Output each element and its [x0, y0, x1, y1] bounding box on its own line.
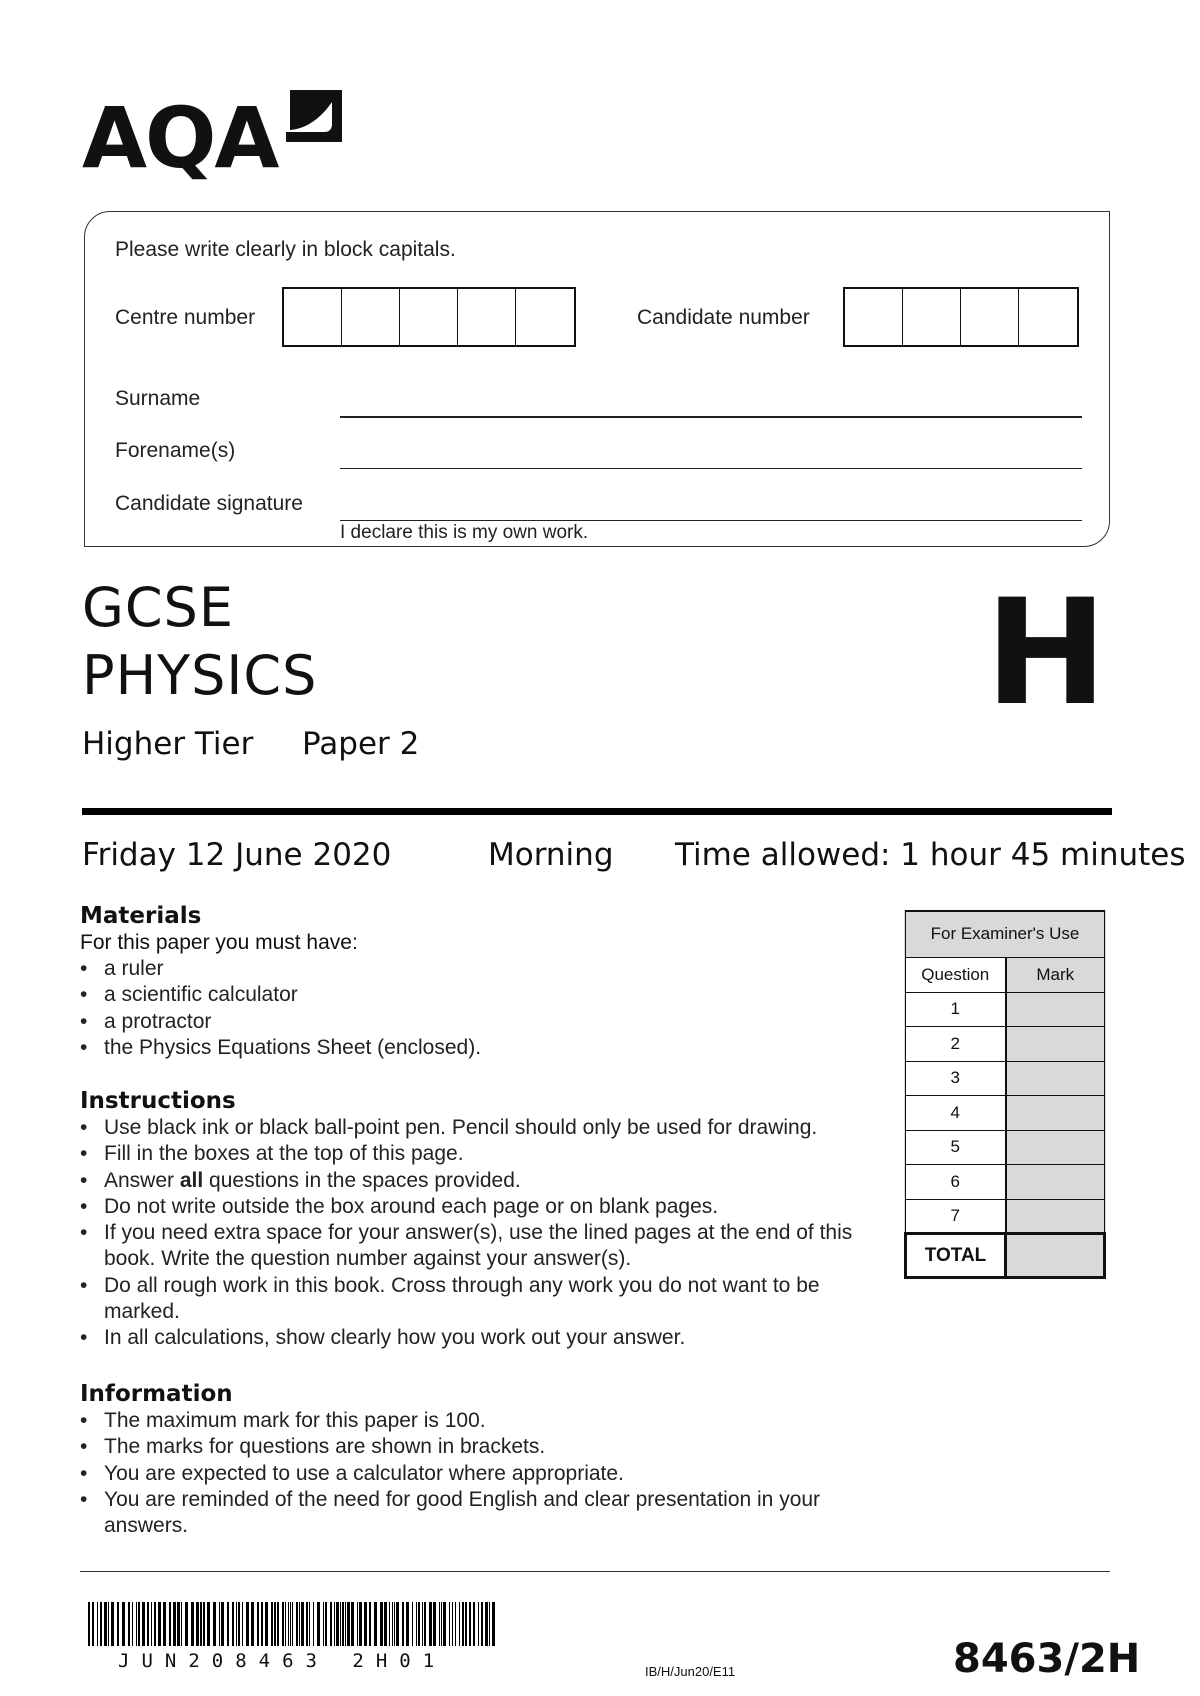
- barcode-bar: [330, 1602, 332, 1646]
- barcode-bar: [147, 1602, 149, 1646]
- barcode-bar: [257, 1602, 259, 1646]
- mark-column-header: Mark: [1006, 957, 1105, 992]
- list-item: [80, 1168, 880, 1194]
- list-item: • The marks for questions are shown in brackets.: [80, 1434, 880, 1460]
- barcode-bar: [296, 1602, 298, 1646]
- barcode-bar: [396, 1602, 399, 1646]
- barcode-bar: [207, 1602, 210, 1646]
- barcode-bar: [301, 1602, 304, 1646]
- table-row: [906, 1096, 1105, 1131]
- centre-number-digit-box[interactable]: [516, 289, 574, 345]
- centre-number-digit-box[interactable]: [342, 289, 400, 345]
- barcode-bar: [306, 1602, 308, 1646]
- mark-cell[interactable]: [1006, 1027, 1105, 1062]
- barcode-bar: [88, 1602, 90, 1646]
- examiner-use-title: For Examiner's Use: [906, 911, 1105, 957]
- mark-cell[interactable]: [1006, 1165, 1105, 1200]
- barcode-bar: [261, 1602, 263, 1646]
- barcode-bar: [384, 1602, 387, 1646]
- list-item: • a scientific calculator: [80, 982, 880, 1008]
- barcode-bar: [251, 1602, 254, 1646]
- tier-label: Higher Tier: [82, 726, 254, 762]
- barcode-bar: [227, 1602, 229, 1646]
- barcode-bar: [478, 1602, 479, 1646]
- barcode-bar: [473, 1602, 475, 1646]
- qualification-title: GCSE: [82, 576, 234, 639]
- barcode-bar: [236, 1602, 237, 1646]
- list-item: • a ruler: [80, 956, 880, 982]
- barcode-bar: [317, 1602, 320, 1646]
- barcode-bar: [443, 1602, 446, 1646]
- barcode-bar: [191, 1602, 194, 1646]
- list-item: • a protractor: [80, 1009, 880, 1035]
- footer-divider: [80, 1571, 1110, 1572]
- materials-section: [80, 902, 880, 1061]
- candidate-number-digit-box[interactable]: [1019, 289, 1077, 345]
- barcode-bar: [117, 1602, 119, 1646]
- information-heading: Information: [80, 1381, 233, 1407]
- total-mark-cell[interactable]: [1006, 1234, 1105, 1278]
- mark-cell[interactable]: [1006, 1130, 1105, 1165]
- barcode-bar: [154, 1602, 156, 1646]
- barcode-bar: [288, 1602, 289, 1646]
- barcode-bar: [459, 1602, 460, 1646]
- question-number: 2: [906, 1027, 1006, 1062]
- barcode-bar: [489, 1602, 490, 1646]
- time-allowed: Time allowed: 1 hour 45 minutes: [675, 837, 1186, 873]
- barcode-bar: [238, 1602, 240, 1646]
- barcode-bar: [452, 1602, 453, 1646]
- barcode-bar: [104, 1602, 107, 1646]
- signature-field[interactable]: [340, 520, 1082, 521]
- barcode-bar: [177, 1602, 180, 1646]
- barcode-bar: [97, 1602, 98, 1646]
- materials-intro: For this paper you must have:: [80, 931, 358, 954]
- centre-number-digit-box[interactable]: [458, 289, 516, 345]
- materials-heading: Materials: [80, 903, 202, 929]
- divider: [82, 808, 1112, 815]
- barcode-bar: [163, 1602, 166, 1646]
- information-section: [80, 1380, 880, 1539]
- candidate-details-box: [84, 211, 1110, 547]
- barcode-bar: [181, 1602, 182, 1646]
- barcode-bar: [136, 1602, 137, 1646]
- mark-cell[interactable]: [1006, 992, 1105, 1027]
- candidate-number-digit-box[interactable]: [903, 289, 961, 345]
- logo-mark-icon: [284, 88, 342, 148]
- barcode-bar: [271, 1602, 273, 1646]
- barcode: [88, 1602, 500, 1646]
- barcode-bar: [108, 1602, 109, 1646]
- barcode-bar: [380, 1602, 383, 1646]
- surname-label: Surname: [115, 387, 201, 410]
- instructions-section: [80, 1087, 880, 1352]
- table-row: [906, 1130, 1105, 1165]
- barcode-bar: [111, 1602, 114, 1646]
- barcode-bar: [323, 1602, 324, 1646]
- document-reference: IB/H/Jun20/E11: [645, 1664, 736, 1679]
- question-number: 6: [906, 1165, 1006, 1200]
- centre-number-field[interactable]: [282, 287, 576, 347]
- barcode-bar: [351, 1602, 354, 1646]
- barcode-bar: [128, 1602, 130, 1646]
- barcode-bar: [340, 1602, 341, 1646]
- barcode-bar: [412, 1602, 413, 1646]
- barcode-bar: [246, 1602, 249, 1646]
- centre-number-digit-box[interactable]: [400, 289, 458, 345]
- barcode-bar: [359, 1602, 362, 1646]
- barcode-bar: [151, 1602, 152, 1646]
- list-item: • You are expected to use a calculator where appropriate.: [80, 1461, 880, 1487]
- forenames-field[interactable]: [340, 468, 1082, 469]
- barcode-bar: [274, 1602, 276, 1646]
- barcode-bar: [439, 1602, 440, 1646]
- question-number: 1: [906, 992, 1006, 1027]
- barcode-bar: [418, 1602, 420, 1646]
- barcode-bar: [309, 1602, 310, 1646]
- total-label: TOTAL: [906, 1234, 1006, 1278]
- barcode-bar: [345, 1602, 346, 1646]
- barcode-bar: [433, 1602, 436, 1646]
- aqa-logo: [82, 88, 352, 187]
- instructions-heading: Instructions: [80, 1088, 236, 1114]
- barcode-bar: [242, 1602, 243, 1646]
- barcode-bar: [132, 1602, 133, 1646]
- barcode-bar: [364, 1602, 367, 1646]
- barcode-bar: [282, 1602, 284, 1646]
- barcode-bar: [313, 1602, 314, 1646]
- barcode-bar: [465, 1602, 467, 1646]
- centre-number-label: Centre number: [115, 306, 256, 329]
- barcode-bar: [221, 1602, 224, 1646]
- list-item: • Do all rough work in this book. Cross through any work you do not want to be marked.: [80, 1273, 870, 1326]
- barcode-bar: [232, 1602, 234, 1646]
- emphasis-text: all: [179, 1168, 204, 1192]
- table-row: [906, 992, 1105, 1027]
- list-item: • Use black ink or black ball-point pen. Pencil should only be used for drawing.: [80, 1115, 880, 1141]
- table-row: [906, 1027, 1105, 1062]
- candidate-number-label: Candidate number: [637, 306, 810, 329]
- barcode-bar: [347, 1602, 350, 1646]
- barcode-bar: [200, 1602, 202, 1646]
- barcode-bar: [219, 1602, 220, 1646]
- barcode-bar: [422, 1602, 423, 1646]
- barcode-bar: [158, 1602, 161, 1646]
- barcode-bar: [424, 1602, 426, 1646]
- barcode-bar: [265, 1602, 268, 1646]
- barcode-bar: [173, 1602, 176, 1646]
- barcode-bar: [122, 1602, 125, 1646]
- barcode-bar: [462, 1602, 464, 1646]
- barcode-bar: [290, 1602, 291, 1646]
- materials-list: [80, 956, 880, 1061]
- mark-cell[interactable]: [1006, 1096, 1105, 1131]
- question-number: 7: [906, 1199, 1006, 1234]
- barcode-bar: [402, 1602, 404, 1646]
- barcode-bar: [142, 1602, 145, 1646]
- candidate-number-field[interactable]: [843, 287, 1079, 347]
- barcode-bar: [416, 1602, 417, 1646]
- list-item: • Do not write outside the box around each page or on blank pages.: [80, 1194, 880, 1220]
- question-number: 4: [906, 1096, 1006, 1131]
- barcode-bar: [334, 1602, 335, 1646]
- barcode-bar: [285, 1602, 286, 1646]
- question-number: 5: [906, 1130, 1006, 1165]
- barcode-bar: [481, 1602, 483, 1646]
- tier-letter: H: [985, 568, 1108, 738]
- barcode-bar: [449, 1602, 450, 1646]
- candidate-number-digit-box[interactable]: [845, 289, 903, 345]
- barcode-bar: [357, 1602, 358, 1646]
- list-item: • In all calculations, show clearly how you work out your answer.: [80, 1325, 880, 1351]
- barcode-bar: [92, 1602, 94, 1646]
- barcode-bar: [469, 1602, 471, 1646]
- barcode-bar: [455, 1602, 456, 1646]
- barcode-bar: [336, 1602, 339, 1646]
- total-row: [906, 1234, 1105, 1278]
- barcode-bar: [138, 1602, 140, 1646]
- instructions-list: [80, 1115, 880, 1352]
- barcode-bar: [392, 1602, 393, 1646]
- surname-field[interactable]: [340, 416, 1082, 418]
- mark-cell[interactable]: [1006, 1199, 1105, 1234]
- list-item: • You are reminded of the need for good English and clear presentation in your answers.: [80, 1487, 840, 1540]
- barcode-bar: [325, 1602, 327, 1646]
- barcode-bar: [292, 1602, 293, 1646]
- paper-label: Paper 2: [302, 726, 420, 762]
- declaration-text: I declare this is my own work.: [340, 522, 589, 543]
- barcode-bar: [169, 1602, 171, 1646]
- barcode-bar: [389, 1602, 390, 1646]
- barcode-bar: [441, 1602, 442, 1646]
- list-item: • Fill in the boxes at the top of this page.: [80, 1141, 880, 1167]
- barcode-bar: [429, 1602, 432, 1646]
- list-item: • If you need extra space for your answer(s), use the lined pages at the end of this book. Write the question number against your answer(s).: [80, 1220, 870, 1273]
- barcode-bar: [277, 1602, 279, 1646]
- signature-label: Candidate signature: [115, 492, 303, 515]
- centre-number-digit-box[interactable]: [284, 289, 342, 345]
- paper-code: 8463/2H: [953, 1636, 1141, 1682]
- barcode-bar: [213, 1602, 216, 1646]
- mark-cell[interactable]: [1006, 1061, 1105, 1096]
- barcode-bar: [185, 1602, 188, 1646]
- barcode-bar: [406, 1602, 409, 1646]
- list-item: • The maximum mark for this paper is 100.: [80, 1408, 880, 1434]
- exam-session: Morning: [488, 837, 614, 873]
- table-row: [906, 1061, 1105, 1096]
- exam-date: Friday 12 June 2020: [82, 837, 392, 873]
- table-row: [906, 1165, 1105, 1200]
- question-number: 3: [906, 1061, 1006, 1096]
- barcode-bar: [394, 1602, 395, 1646]
- list-item: • the Physics Equations Sheet (enclosed).: [80, 1035, 880, 1061]
- barcode-bar: [485, 1602, 488, 1646]
- logo-text: AQA: [82, 89, 278, 187]
- subject-title: PHYSICS: [82, 644, 318, 707]
- barcode-bar: [203, 1602, 205, 1646]
- barcode-bar: [299, 1602, 300, 1646]
- information-list: [80, 1408, 880, 1539]
- block-capitals-instruction: Please write clearly in block capitals.: [115, 238, 456, 261]
- table-row: [906, 1199, 1105, 1234]
- examiner-use-table: [904, 910, 1106, 1279]
- barcode-bar: [492, 1602, 495, 1646]
- barcode-bar: [100, 1602, 102, 1646]
- instruction-text: Answer all questions in the spaces provided.: [104, 1168, 521, 1192]
- barcode-text: JUN208463 2H01: [118, 1650, 447, 1672]
- forenames-label: Forename(s): [115, 439, 236, 462]
- barcode-bar: [342, 1602, 344, 1646]
- barcode-bar: [369, 1602, 371, 1646]
- question-column-header: Question: [906, 957, 1006, 992]
- barcode-bar: [374, 1602, 377, 1646]
- barcode-bar: [196, 1602, 199, 1646]
- candidate-number-digit-box[interactable]: [961, 289, 1019, 345]
